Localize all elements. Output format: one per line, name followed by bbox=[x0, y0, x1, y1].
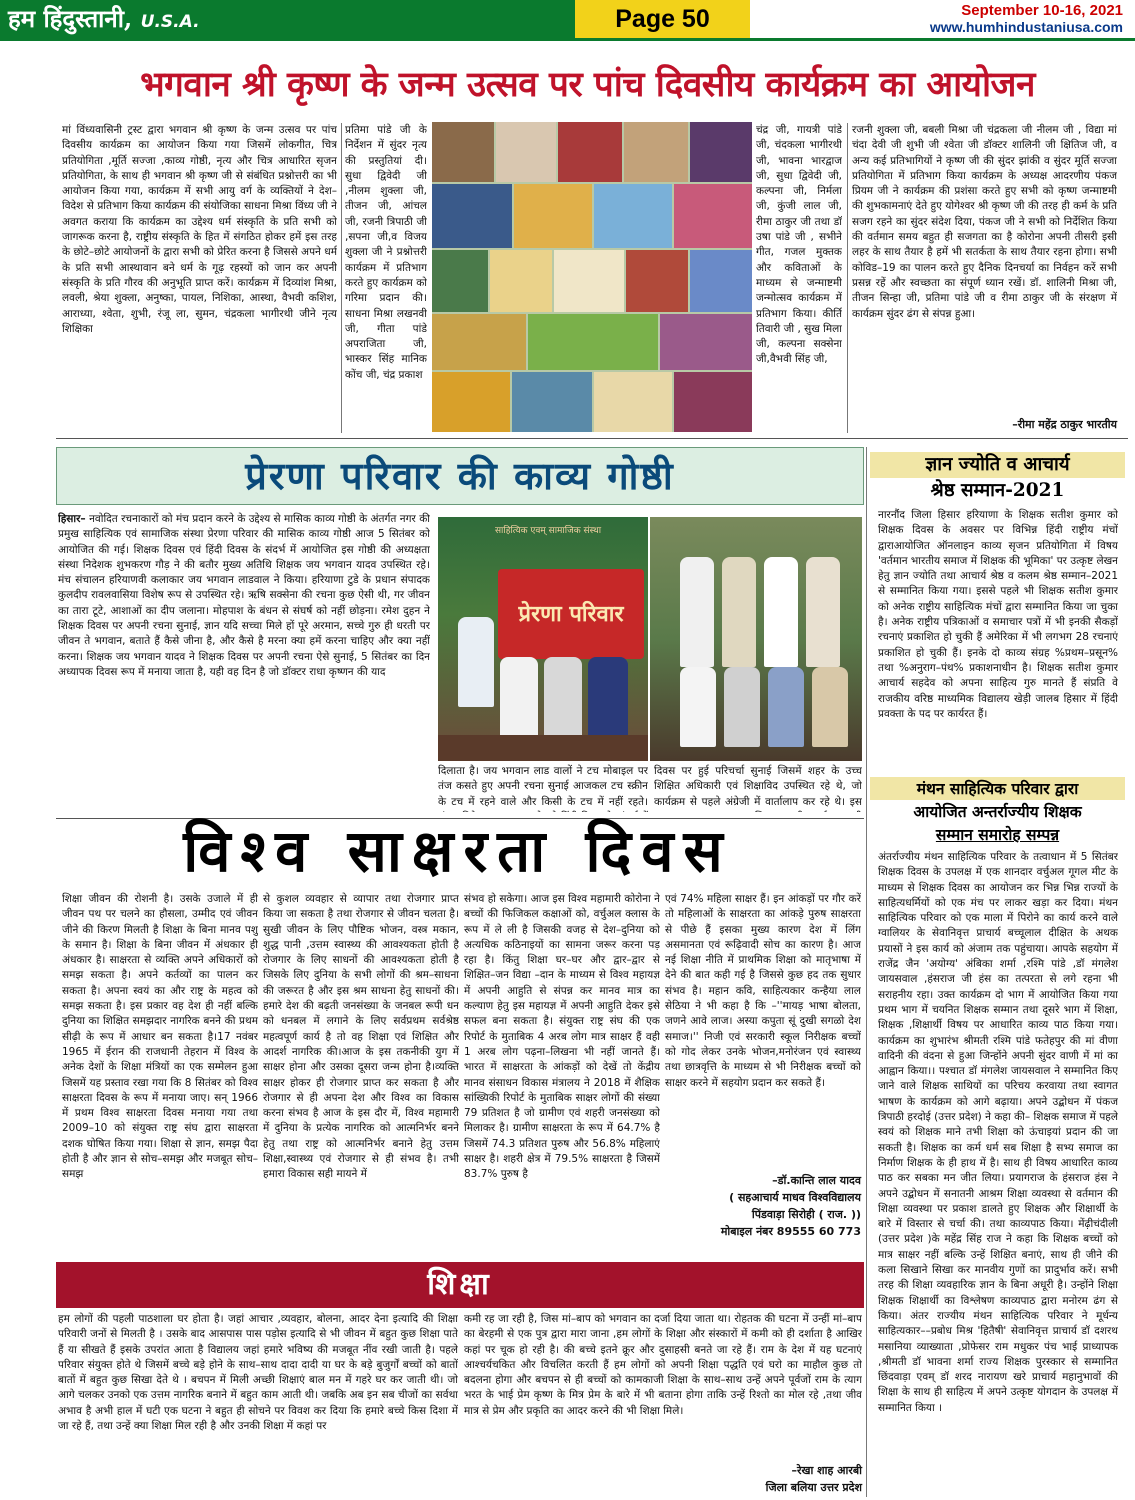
story3-column-2 bbox=[263, 892, 459, 1252]
event-photo-group bbox=[650, 517, 862, 761]
sidebar1-text: नारनौंद जिला हिसार हरियाणा के शिक्षक सतीश कुमार को शिक्षक दिवस के अवसर पर विभिन्न हिंदी राष्ट्रीय मंचों द्वाराआयोजित ऑनलाइन काव्य सृजन प्रतियोगिता में विषय 'वर्तमान भारतीय समाज में शिक्षक की भूमिका' पर उत्कृष्ट लेखन हेतु ज्ञान ज्योति तथा आचार्य श्रेष्ठ व कलम श्रेष्ठ सम्मान–2021 से सम्मानित किया गया। इससे पहले भी शिक्षक सतीश कुमार को अनेक राष्ट्रीय साहित्यिक मंचों द्वारा सम्मानित किया जा चुका है। अनेक राष्ट्रीय पत्रिकाओं व समाचार पत्रों में भी इनकी सैकड़ों रचनाएं प्रकाशित हो चुकी हैं अमेरिका में भी लगभग 28 रचनाएं प्रकाशित हो चुकी हैं। इनके दो काव्य संग्रह %प्रथम–प्रसून% तथा %अनुराग–पंथ% प्रकाशनाधीन है। शिक्षक सतीश कुमार आचार्य सहदेव को अपना साहित्य गुरु मानते हैं संप्रति वे राजकीय वरिष्ठ माध्यमिक विद्यालय खेड़ी जालब हिसार में हिंदी प्रवक्ता के पद पर कार्यरत हैं। bbox=[878, 509, 1118, 720]
story1-column-2 bbox=[345, 123, 427, 433]
section-divider bbox=[56, 438, 1128, 439]
paper-region: U.S.A. bbox=[140, 12, 200, 32]
masthead-info bbox=[750, 0, 1135, 38]
story3-text-1: शिक्षा जीवन की रोशनी है। उसके उजाले में ही जीवन पथ पर चलने का हौसला, उम्मीद एवं जीवन जीने की किरण मिलती है शिक्षा के बिना मानव पशु के समान है। शिक्षा के बिना जीवन में अंधकार ही अंधकार है। साक्षरता से व्यक्ति अपने अधिकारों को समझ सकता है। अपने कर्तव्यों का पालन कर सकता है। अपना स्वयं का और राष्ट्र के महत्व को समझ सकता है। इस प्रकार वह देश ही नहीं बल्कि दुनिया का शिक्षित समझदार नागरिक बनने की प्रथम सीढ़ी के रूप में आधार बन सकता है।17 नवंबर 1965 में ईरान की राजधानी तेहरान में विश्व के अनेक देशों के शिक्षा मंत्रियों का एक सम्मेलन हुआ जिसमें यह प्रस्ताव रखा गया कि 8 सितंबर को विश्व साक्षरता दिवस के रूप में मनाया जाए। सन् 1966 में प्रथम विश्व साक्षरता दिवस मनाया गया तथा 2009–10 को संयुक्त राष्ट्र संघ द्वारा साक्षरता दशक घोषित किया गया। शिक्षा से ज्ञान, समझ पैदा होती है और ज्ञान से सोच–समझ और मजबूत सोच–समझ bbox=[62, 893, 258, 1181]
story3-author-affiliation: ( सहआचार्य माधव विश्वविद्यालय bbox=[729, 1191, 861, 1204]
story1-byline: –रीमा महेंद्र ठाकुर भारतीय bbox=[1012, 418, 1117, 431]
sidebar2-text: अंतर्राज्यीय मंथन साहित्यिक परिवार के तत्वाधान में 5 सितंबर शिक्षक दिवस के उपलक्ष में एक शानदार वर्चुअल गूगल मीट के माध्यम से शिक्षक दिवस का आयोजन कर भिन्न भिन्न राज्यों के साहित्यधर्मियों को एक मंच पर लाकर खड़ा कर दिया। मंथन साहित्यिक परिवार को एक माला में पिरोने का कार्य करने वाले ग्वालियर के सेवानिवृत्त प्राचार्य बच्चूलाल दीक्षित के अथक प्रयासों ने इस कार्य को अंजाम तक पहुंचाया। आपके सहयोग में राजेंद्र जैन 'अयोग्य' अंबिका शर्मा ,रश्मि पांडे ,डॉ मंगलेश जायसवाल ,हंसराज जी हंस का तत्परता से लगे रहना भी सराहनीय रहा। उक्त कार्यक्रम दो भाग में आयोजित किया गया प्रथम भाग में चयनित शिक्षक सम्मान तथा दूसरे भाग में शिक्षा, शिक्षक ,शिक्षार्थी विषय पर आधारित काव्य पाठ किया गया। कार्यक्रम का शुभारंभ श्रीमती रश्मि पांडे फतेहपुर की मां वीणा वादिनी की वंदना से हुआ जिन्होंने अपनी सुंदर वाणी में मां का आह्वान किया।। पश्चात डॉ मंगलेश जायसवाल ने सम्मानित किए जाने वाले शिक्षक साथियों का परिचय करवाया तथा स्वागत भाषण के कार्यक्रम को आगे बढ़ाया। अपने उद्बोधन में पंकज त्रिपाठी हरदोई (उत्तर प्रदेश) ने कहा की– शिक्षक समाज में पहले स्वयं को शिक्षक माने तभी शिक्षा को ऊंचाइयां प्रदान की जा सकती है। शिक्षक का कर्म धर्म सब शिक्षा है सभ्य समाज का निर्माण शिक्षक के ही हाथ में है। साथ ही विषय आधारित काव्य पाठ कर सबका मन जीत लिया। प्रयागराज के हंसराज हंस ने अपने उद्बोधन में सनातनी आश्रम शिक्षा व्यवस्था से वर्तमान की शिक्षा व्यवस्था पर प्रकाश डालते हुए शिक्षक और शिक्षार्थी के बारे में विस्तार से चर्चा की। तथा काव्यपाठ किया। मेंढ़ीचंदीली (उत्तर प्रदेश )के महेंद्र सिंह राज ने कहा कि शिक्षक बच्चों को मात्र साक्षर नहीं बल्कि उन्हें शिक्षित बनाएं, साथ ही जीने की कला सिखाने सिखा कर मानवीय गुणों का प्रादुर्भाव करें। सभी तरह की शिक्षा व्यवहारिक ज्ञान के बिना अधूरी है। उन्होंने शिक्षा शिक्षक शिक्षार्थी का विश्लेषण काव्यपाठ द्वारा मनोरम ढंग से किया। अंतर राज्यीय मंथन साहित्यिक परिवार ने मूर्धन्य साहित्यकार––प्रबोध मिश्र 'हितैषी' सेवानिवृत्त प्राचार्य डॉ दशरथ मसानिया व्याख्याता ,प्रोफेसर राम मधुकर पंच भाई प्राध्यापक ,श्रीमती डॉ भावना शर्मा राज्य शिक्षक पुरस्कार से सम्मानित छिंदवाड़ा एवम् डॉ शरद नारायण खरे प्राचार्य महानुभावों की शिक्षा के साथ ही साहित्य में अपने उत्कृष्ट योगदान के उपलक्ष में सम्मानित किया । bbox=[878, 851, 1118, 1414]
story3-author-phone: मोबाइल नंबर 89555 60 773 bbox=[720, 1225, 861, 1238]
paper-name-text: हम हिंदुस्तानी, bbox=[8, 4, 133, 33]
story1-text-3: चंद्र जी, गायत्री पांडे जी, चंदकला भागीरथी जी, भावना भारद्वाज जी, सुधा द्विवेदी जी, कल्पना जी, निर्मला जी, कुंजी लाल जी, रीमा ठाकुर जी तथा डॉ उषा पांडे जी , सभीने गीत, गजल मुक्तक और कविताओं के माध्यम से जन्माष्टमी जन्मोत्सव कार्यक्रम में प्रतिभाग किया। कीर्ति तिवारी जी , सुख मिला जी, कल्पना सक्सेना जी,वैभवी सिंह जी, bbox=[756, 124, 842, 366]
story4-author: –रेखा शाह आरबी bbox=[791, 1464, 862, 1477]
sidebar2-headline-line1: मंथन साहित्यिक परिवार द्वारा bbox=[870, 777, 1125, 800]
story1-column-4 bbox=[852, 123, 1117, 418]
story2-column-1 bbox=[58, 512, 430, 812]
banner-caption: साहित्यिक एवम् सामाजिक संस्था bbox=[494, 526, 602, 536]
story4-text-2: कमी रह जा रही है, जिस मां–बाप को भगवान का दर्जा दिया जाता था। रोहतक की घटना में उन्हीं मां–बाप का बेरहमी से एक पुत्र द्वारा मारा जाना ,हम लोगों के शिक्षा और संस्कारों में कमी को ही दर्शाता है आखिर कहां पर चूक हो रही है। की बच्चे इतने क्रूर और दुसाहसी बनते जा रहे हैं। राम के देश में यह घटनाएं आश्चर्यचकित और विचलित करती हैं हम लोगों को अपनी शिक्षा पद्धति एवं घरो का माहौल कुछ तो बदलना होगा और बचपन से ही बच्चों को कामकाजी शिक्षा के साथ–साथ उन्हें अपने पूर्वजों राम के त्याग भरत के भाई प्रेम कृष्ण के मित्र प्रेम के बारे में भी बताना होगा ताकि उन्हें रिश्तो का मोल रहे ,तथा जीव मात्र से प्रेम और प्रकृति का आदर करने की भी शिक्षा मिले। bbox=[464, 1313, 862, 1417]
story1-text-4: रजनी शुक्ला जी, बबली मिश्रा जी चंद्रकला जी नीलम जी , विद्या मां चंदा देवी जी शुभी जी श्वेता जी डॉक्टर शालिनी जी क्षितिज जी, व अन्य कई प्रतिभागियों ने कृष्ण जी की सुंदर झांकी व सुंदर मूर्ति सज्जा प्रतियोगिता में प्रतिभाग किया कार्यक्रम के अध्यक्ष आदरणीय पंकज प्रियम जी ने कार्यक्रम की प्रशंसा करते हुए सभी को कृष्ण जन्माष्टमी की शुभकामनाएं देते हुए योगेश्वर श्री कृष्ण जी की तरह ही कर्म के प्रति सजग रहने का सुंदर संदेश दिया, पंकज जी ने सभी को निर्देशित किया की वर्तमान समय बहुत ही सजगता का है कोरोना अपनी तीसरी इसी लहर के साथ तैयार है हमें भी सतर्कता के साथ तैयार रहना होगा। सभी कोविड–19 का पालन करते हुए दैनिक दिनचर्या का निर्वहन करें सभी प्रसन्न रहें और स्वच्छता का संपूर्ण ध्यान रखें। डॉ. शालिनी मिश्रा जी, तीजन सिन्हा जी, प्रतिमा पांडे जी व रीमा ठाकुर जी के संरक्षण में कार्यक्रम सुंदर ढंग से संपन्न हुआ। bbox=[852, 124, 1117, 320]
story3-author-location: पिंडवाड़ा सिरोही ( राज. )) bbox=[751, 1208, 861, 1221]
column-divider bbox=[847, 123, 848, 433]
banner-sign: प्रेरणा परिवार bbox=[498, 569, 644, 659]
story1-headline: भगवान श्री कृष्ण के जन्म उत्सव पर पांच दिवसीय कार्यक्रम का आयोजन bbox=[140, 64, 1035, 105]
story1-column-3 bbox=[756, 123, 842, 433]
story3-text-2: से कुशल व्यवहार से व्यापार तथा रोजगार प्राप्त किया जा सकता है तथा रोजगार से जीवन चलता है। सुखी जीवन के लिए पौष्टिक भोजन, वस्त्र मकान, शुद्ध पानी ,उत्तम स्वास्थ्य की आवश्यकता होती है रोजगार के लिए साधनों की आवश्यकता होती है जिसके लिए दुनिया के सभी लोगों की श्रम–साधना की जरूरत है और इस श्रम साधना हेतु साधनों की। हमारे देश की बढ़ती जनसंख्या के जनबल रूपी धन को धनबल में लगाने के लिए सर्वप्रथम सर्वश्रेष्ठ महत्वपूर्ण कार्य है तो वह शिक्षा एवं शिक्षित और आदर्श नागरिक की।आज के इस तकनीकी युग में साक्षर होना और उसका दूसरा जन्म होना है।व्यक्ति साक्षर होकर ही रोजगार प्राप्त कर सकता है और रोजगार से ही अपना देश और विश्व का विकास करना संभव है आज के इस दौर में, विश्व महामारी में दुनिया के प्रत्येक नागरिक को आत्मनिर्भर बनने हेतु तथा राष्ट्र को आत्मनिर्भर बनाने हेतु उत्तम शिक्षा,स्वास्थ्य एवं रोजगार से ही संभव है। तभी हमारा विकास सही मायने में bbox=[263, 893, 459, 1181]
story1-text-1: मां विंध्यवासिनी ट्रस्ट द्वारा भगवान श्री कृष्ण के जन्म उत्सव पर पांच दिवसीय कार्यक्रम का आयोजन किया गया जिसमें लोकगीत, चित्र प्रतियोगिता ,मूर्ति सज्जा ,काव्य गोष्ठी, नृत्य और चित्र आधारित सृजन प्रतियोगिता, के साथ ही भगवान श्री कृष्ण जी से संबंधित प्रश्नोत्तरी का भी आयोजन किया गया, कार्यक्रम में सभी आयु वर्ग के व्यक्तियों ने देश–विदेश से प्रतिभाग किया कार्यक्रम की संयोजिका साधना मिश्रा विंध्य जी ने अवगत कराया कि कार्यक्रम का उद्देश्य धर्म संस्कृति के प्रति सभी को जागरूक करना है, राष्ट्रीय संस्कृति के हित में संगठित होकर हमें इस तरह के छोटे–छोटे आयोजनों के द्वारा सभी को प्रेरित करना है जिससे अपने धर्म के प्रति सभी आस्थावान बने धर्म के गूढ़ रहस्यों को जान कर अपनी संस्कृति के प्रति गौरव की अनुभूति प्राप्त करें। कार्यक्रम में दिव्यांश मिश्रा, लवली, श्रेया शुक्ला, अनुष्का, पायल, निशिका, आस्था, वैभवी कशिश, आराध्या, श्वेता, शुभी, रंजू ला, सुमन, चंद्रकला भागीरथी जीने नृत्य शिक्षिका bbox=[62, 124, 337, 335]
story2-text-3: दिवस पर हुई परिचर्चा सुनाई जिसमें शहर के उच्च शिक्षित अधिकारी एवं शिक्षाविद उपस्थित रहे थे, जो कार्यक्रम से पहले अंग्रेजी में वार्तालाप कर रहे थे। इस bbox=[654, 765, 862, 808]
event-photo-banner bbox=[438, 517, 648, 761]
story2-text-2: दिलाता है। जय भगवान लाड वालों ने टच मोबाइल पर तंज कसते हुए अपनी रचना सुनाई आजकल टच स्क्रीन के टच में रहने वाले और किसी के टच में नहीं रहते। bbox=[438, 765, 648, 808]
sidebar2-headline bbox=[870, 777, 1125, 846]
story4-column-1 bbox=[58, 1312, 458, 1498]
sidebar1-headline-line1: ज्ञान ज्योति व आचार्य bbox=[870, 452, 1125, 478]
page-number: Page 50 bbox=[575, 0, 750, 38]
sidebar2-headline-line3: सम्मान समारोह सम्पन्न bbox=[935, 825, 1060, 844]
sidebar2-body bbox=[878, 850, 1118, 1495]
story3-column-1 bbox=[62, 892, 258, 1252]
sidebar2-headline-line2: आयोजित अन्तर्राज्यीय शिक्षक bbox=[913, 802, 1082, 821]
paper-name bbox=[0, 0, 575, 38]
story4-byline-block bbox=[464, 1462, 862, 1496]
masthead-rule bbox=[0, 38, 1135, 41]
story1-column-1 bbox=[62, 123, 337, 433]
story3-author: –डॉ.कान्ति लाल यादव bbox=[772, 1174, 861, 1187]
story2-column-3 bbox=[654, 764, 862, 812]
sidebar-divider bbox=[866, 447, 867, 1497]
website-link[interactable]: www.humhindustaniusa.com bbox=[929, 19, 1123, 35]
masthead bbox=[0, 0, 1135, 38]
story4-column-2 bbox=[464, 1312, 862, 1462]
story2-text-1: नवोदित रचनाकारों को मंच प्रदान करने के उद्देश्य से मासिक काव्य गोष्ठी के अंतर्गत नगर की प्रमुख साहित्यिक एवं सामाजिक संस्था प्रेरणा परिवार की मासिक काव्य गोष्ठी आज 5 सितंबर को आयोजित की गई। शिक्षक दिवस एवं हिंदी दिवस के संदर्भ में आयोजित इस गोष्ठी की अध्यक्षता संस्था निदेशक शुभकरण गौड़ ने की बतौर मुख्य अतिथि शिक्षक जय भगवान यादव उपस्थित रहे। मंच संचालन हरियाणवी कलाकार जय भगवान लाडवाल ने किया। हरियाणा टुडे के प्रधान संपादक कुलदीप रावलवासिया विशेष रूप से उपस्थित रहे। ऋषि सक्सेना की रचना कुछ ऐसी थी, गर जीवन का तारा टूटे, आशाओं का दीप जलाना। मोहपाश के बंधन से संघर्ष को नहीं छोड़ना। रमेश दुहन ने शिक्षक दिवस पर अपनी रचना सुनाई, ज्ञान यदि सच्चा मिले हों पूरे अरमान, सच्चे गुरु ही धरती पर जीवन ते भगवान, बताते हैं कैसे जीना है, और कैसे है मरना क्या हमें करना चाहिए और क्या नहीं करना। शिक्षक जय भगवान यादव ने शिक्षक दिवस पर अपनी रचना ऐसे सुनाई, 5 सितंबर का दिन अध्यापक दिवस रूप में मनाया जाता है, यही वह दिन है जो डॉक्टर राधा कृष्णन की याद bbox=[58, 513, 430, 678]
krishna-photo-collage bbox=[432, 122, 752, 432]
story4-headline: शिक्षा bbox=[427, 1267, 493, 1302]
sidebar1-headline-line2: श्रेष्ठ सम्मान-2021 bbox=[930, 480, 1065, 501]
story2-column-2 bbox=[438, 764, 648, 812]
story4-text-1: हम लोगों की पहली पाठशाला घर होता है। जहां आचार ,व्यवहार, बोलना, आदर देना इत्यादि की शिक्षा परिवारी जनों से मिलती है । उसके बाद आसपास पास पड़ोस इत्यादि से भी जीवन में बहुत कुछ शिक्षा पाते हैं या सीखते हैं इसके उपरांत आता है विद्यालय जहां हमारे भविष्य की मजबूत नींव रखी जाती है। पहले परिवार संयुक्त होते थे जिसमें बच्चे बड़े होने के साथ–साथ दादा दादी या घर के बड़े बुजुर्गों बच्चों को बातों बातों में बहुत कुछ सिखा देते थे । बचपन में मिली अच्छी शिक्षाएं बाल मन में गहरे घर कर जाती थी। जो आगे चलकर उनको एक उत्तम नागरिक बनाने में बहुत काम आती थी। जबकि अब इन सब चीजों का सर्वथा अभाव है अभी हाल में घटी एक घटना ने बहुत ही सोचने पर विवश कर दिया कि हमारे बच्चे किस दिशा में जा रहे हैं, तथा उन्हें क्या शिक्षा मिल रही है और उनकी शिक्षा में कहां पर bbox=[58, 1313, 458, 1433]
story3-column-3 bbox=[464, 892, 660, 1252]
story1-text-2: प्रतिमा पांडे जी के निर्देशन में सुंदर नृत्य की प्रस्तुतियां दी। सुधा द्विवेदी जी ,नीलम शुक्ला जी, तीजन जी, आंचल जी, रजनी त्रिपाठी जी ,सपना जी,व विजय शुक्ला जी ने प्रश्नोत्तरी कार्यक्रम में प्रतिभाग करते हुए कार्यक्रम को गरिमा प्रदान की। साधना मिश्रा लखनवी जी, गीता पांडे अपराजिता जी, भास्कर सिंह मानिक कोंच जी, चंद्र प्रकाश bbox=[345, 124, 427, 381]
column-divider bbox=[341, 123, 342, 433]
sidebar1-body bbox=[878, 508, 1118, 770]
issue-date: September 10-16, 2021 bbox=[961, 2, 1123, 19]
story2-headline: प्रेरणा परिवार की काव्य गोष्ठी bbox=[245, 453, 675, 498]
sidebar1-headline bbox=[870, 452, 1125, 504]
story3-headline: विश्व साक्षरता दिवस bbox=[183, 817, 733, 885]
story4-author-location: जिला बलिया उत्तर प्रदेश bbox=[765, 1481, 862, 1494]
story3-byline-block bbox=[665, 1172, 861, 1240]
story2-dateline: हिसार– bbox=[58, 513, 86, 525]
story3-column-4 bbox=[665, 892, 861, 1170]
story3-text-4: एवं 74% महिला साक्षर हैं। इन आंकड़ों पर गौर करें तो महिलाओं के साक्षरता का आंकड़े पुरुष साक्षरता से पीछे हैं इसका मुख्य कारण देश में लिंग असमानता एवं रूढ़िवादी सोच का कारण है। आज नई शिक्षा नीति में प्राथमिक शिक्षा को मातृभाषा में देने की बात कही गई है जिससे कुछ हद तक सुधार संभव है। महान कवि, साहित्यकार कन्हैया लाल सेठिया ने भी कहा है कि –''मायड़ भाषा बोलता, जणने आवे लाज। अस्या कपुता सूं दुखी सगळो देश समाज।'' निजी एवं सरकारी स्कूल निरीक्षक बच्चों को गोद लेकर उनके भोजन,मनोरंजन एवं स्वास्थ्य तथा छात्रवृत्ति के माध्यम से भी निरीक्षक बच्चों को साक्षर करने में सहयोग प्रदान कर सकते हैं। bbox=[665, 893, 861, 1089]
story3-text-3: संभव हो सकेगा। आज इस विश्व महामारी कोरोना ने बच्चों की फिजिकल कक्षाओं को, वर्चुअल क्लास के रूप में ले ली है जिसकी वजह से देश–दुनिया को अत्यधिक कठिनाइयों का सामना जरूर करना पड़ रहा है। किंतु शिक्षा घर–घर और द्वार–द्वार से शिक्षित–जन विद्या –दान के माध्यम से विश्व महायज्ञ में अपनी आहुति से संपन्न कर मानव मात्र का कल्याण हेतु इस महायज्ञ में अपनी आहुति देकर इसे सफल बना सकता है। संयुक्त राष्ट्र संघ की एक रिपोर्ट के मुताबिक 4 अरब लोग मात्र साक्षर हैं वही 1 अरब लोग पढ़ना–लिखना भी नहीं जानते हैं। भारत में साक्षरता के आंकड़ों को देखें तो केंद्रीय मानव संसाधन विकास मंत्रालय ने 2018 में शैक्षिक सांख्यिकी रिपोर्ट के मुताबिक साक्षर लोगों की संख्या 79 प्रतिशत है जो ग्रामीण एवं शहरी जनसंख्या को मिलाकर है। ग्रामीण साक्षरता के रूप में 64.7% है जिसमें 74.3 प्रतिशत पुरुष और 56.8% महिलाएं साक्षर है। शहरी क्षेत्र में 79.5% साक्षरता है जिसमें 83.7% पुरुष है bbox=[464, 893, 660, 1181]
